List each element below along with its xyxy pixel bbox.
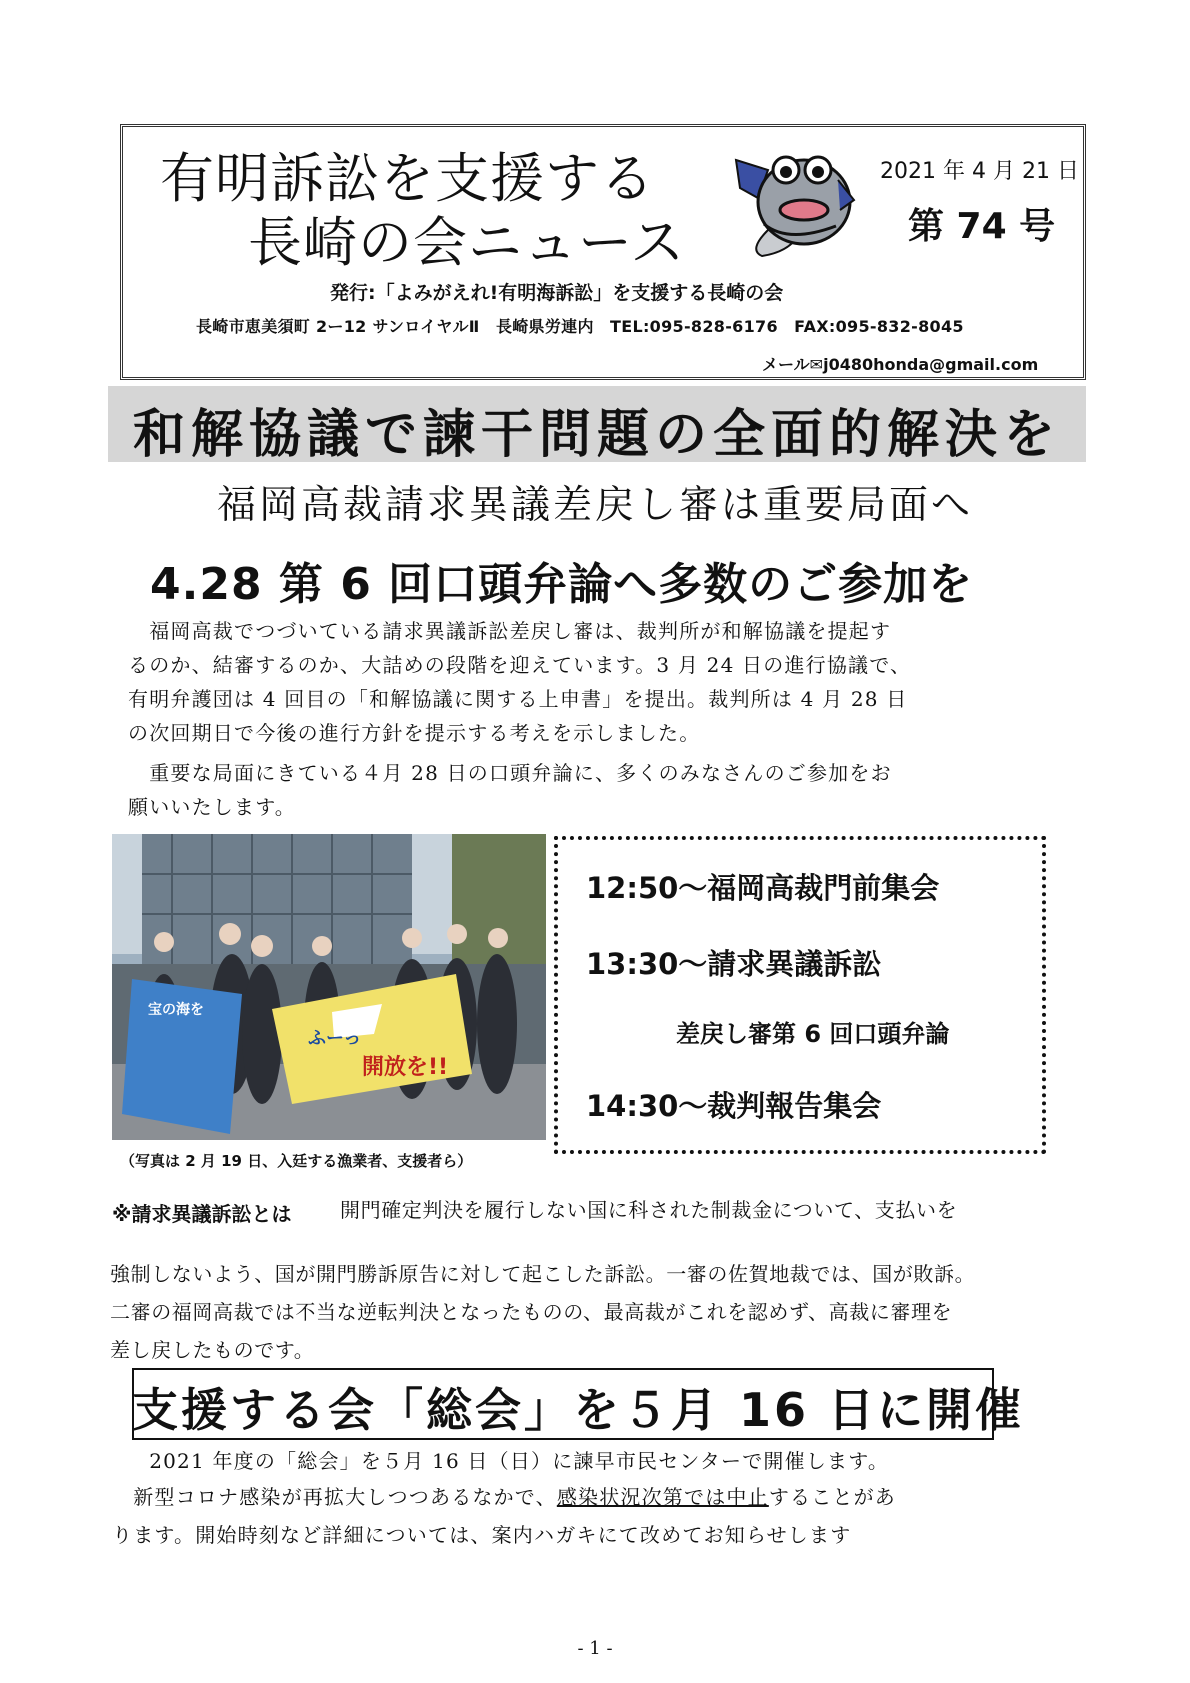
newsletter-title-line2: 長崎の会ニュース [248,211,686,274]
issue-date: 2021 年 4 月 21 日 [880,159,1079,184]
section-line-2 [112,1480,896,1514]
cancellation-notice: 感染状況次第では中止 [556,1485,769,1509]
schedule-item-3: 差戻し審第 6 回口頭弁論 [676,1020,950,1048]
intro-line-6: 願いいたします。 [128,795,296,819]
email-line: メール✉j0480honda@gmail.com [762,355,1039,374]
subheadline: 福岡高裁請求異議差戻し審は重要局面へ [216,483,973,528]
note-line-2: 強制しないよう、国が開門勝訴原告に対して起こした訴訟。一審の佐賀地裁では、国が敗訴。 [110,1262,976,1286]
intro-line-3: 有明弁護団は 4 回目の「和解協議に関する上申書」を提出。裁判所は 4 月 28 日 [128,687,908,711]
publisher-line: 発行:「よみがえれ!有明海訴訟」を支援する長崎の会 [330,282,784,304]
address-line: 長崎市恵美須町 2ー12 サンロイヤルⅡ 長崎県労連内 TEL:095-828-6176 FAX:095-832-8045 [196,317,964,336]
section-title: 支援する会「総会」を５月 16 日に開催 [132,1383,1025,1437]
page-number: - 1 - [577,1638,613,1659]
banner-text-3: 宝の海を [148,1002,204,1018]
note-label: ※請求異議訴訟とは [112,1202,292,1226]
section-line-3: ります。開始時刻など詳細については、案内ハガキにて改めてお知らせします [112,1523,852,1547]
callout-heading: 4.28 第 6 回口頭弁論へ多数のご参加を [150,559,974,610]
note-line-1: 開門確定判決を履行しない国に科された制裁金について、支払いを [340,1198,958,1222]
protest-photo [112,834,546,1140]
section-line-2a: 新型コロナ感染が再拡大しつつあるなかで、 [112,1485,557,1509]
photo-caption: （写真は 2 月 19 日、入廷する漁業者、支援者ら） [120,1152,473,1170]
intro-line-1: 福岡高裁でつづいている請求異議訴訟差戻し審は、裁判所が和解協議を提起す [128,619,892,643]
mudskipper-mascot-icon [728,140,858,260]
section-line-2c: することがあ [768,1485,897,1509]
note-line-4: 差し戻したものです。 [110,1338,315,1362]
schedule-item-2: 13:30～請求異議訴訟 [586,947,882,981]
section-line-1: 2021 年度の「総会」を５月 16 日（日）に諫早市民センターで開催します。 [128,1449,890,1473]
issue-number: 第 74 号 [908,206,1056,247]
schedule-item-1: 12:50～福岡高裁門前集会 [586,871,940,905]
schedule-item-4: 14:30～裁判報告集会 [586,1089,882,1123]
note-line-3: 二審の福岡高裁では不当な逆転判決となったものの、最高裁がこれを認めず、高裁に審理を [110,1300,953,1324]
banner-text-1: ふーっ [308,1028,362,1049]
intro-line-2: るのか、結審するのか、大詰めの段階を迎えています。3 月 24 日の進行協議で、 [128,653,912,677]
banner-text-2: 開放を!! [362,1055,449,1080]
intro-line-4: の次回期日で今後の進行方針を提示する考えを示しました。 [128,721,701,745]
main-headline: 和解協議で諫干問題の全面的解決を [132,405,1061,465]
intro-line-5: 重要な局面にきている４月 28 日の口頭弁論に、多くのみなさんのご参加をお [128,761,892,785]
newsletter-title-line1: 有明訴訟を支援する [160,147,655,210]
